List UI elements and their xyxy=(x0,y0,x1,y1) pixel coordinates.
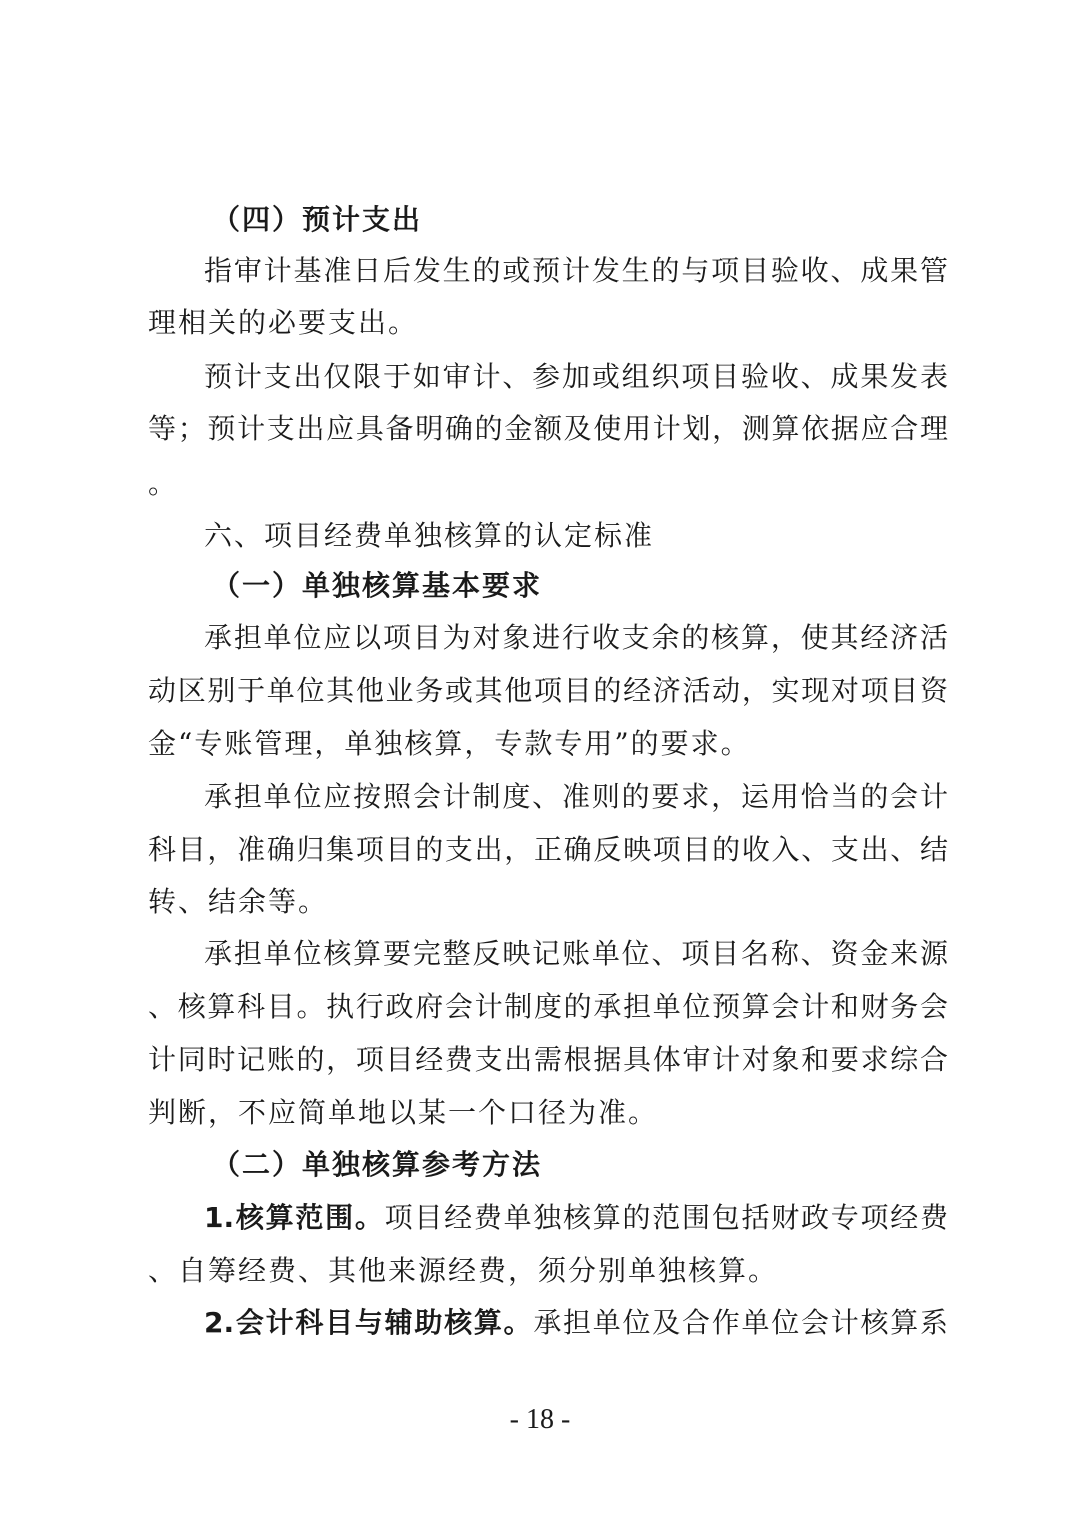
heading-basic-requirements: （一）单独核算基本要求 xyxy=(212,569,543,602)
paragraph-line: 。 xyxy=(148,467,179,500)
page-number: - 18 - xyxy=(509,1404,571,1435)
paragraph-line: 承担单位核算要完整反映记账单位、项目名称、资金来源 xyxy=(204,937,948,970)
heading-expected-expense: （四）预计支出 xyxy=(212,203,423,236)
item-text: 承担单位及合作单位会计核算系 xyxy=(533,1306,948,1339)
paragraph-line: 科目，准确归集项目的支出，正确反映项目的收入、支出、结 xyxy=(148,833,948,866)
paragraph-line: 动区别于单位其他业务或其他项目的经济活动，实现对项目资 xyxy=(148,674,948,707)
paragraph-line: 承担单位应按照会计制度、准则的要求，运用恰当的会计 xyxy=(204,780,948,813)
item-lead: 2.会计科目与辅助核算。 xyxy=(204,1306,534,1339)
paragraph-line: 、核算科目。执行政府会计制度的承担单位预算会计和财务会 xyxy=(148,990,948,1023)
list-item xyxy=(204,1192,948,1244)
paragraph-line: 理相关的必要支出。 xyxy=(148,306,419,339)
paragraph-line: 等；预计支出应具备明确的金额及使用计划，测算依据应合理 xyxy=(148,412,948,445)
paragraph-line: 预计支出仅限于如审计、参加或组织项目验收、成果发表 xyxy=(204,360,948,393)
paragraph-line: 、自筹经费、其他来源经费，须分别单独核算。 xyxy=(148,1254,779,1287)
paragraph-line: 指审计基准日后发生的或预计发生的与项目验收、成果管 xyxy=(204,254,948,287)
list-item xyxy=(204,1297,948,1349)
heading-reference-methods: （二）单独核算参考方法 xyxy=(212,1148,543,1181)
paragraph-line: 金“专账管理，单独核算，专款专用”的要求。 xyxy=(148,727,751,760)
paragraph-line: 计同时记账的，项目经费支出需根据具体审计对象和要求综合 xyxy=(148,1043,948,1076)
heading-section-six: 六、项目经费单独核算的认定标准 xyxy=(204,519,655,552)
paragraph-line: 转、结余等。 xyxy=(148,885,329,918)
paragraph-line: 承担单位应以项目为对象进行收支余的核算，使其经济活 xyxy=(204,621,948,654)
item-text: 项目经费单独核算的范围包括财政专项经费 xyxy=(384,1201,948,1234)
item-lead: 1.核算范围。 xyxy=(204,1201,385,1234)
paragraph-line: 判断，不应简单地以某一个口径为准。 xyxy=(148,1096,659,1129)
